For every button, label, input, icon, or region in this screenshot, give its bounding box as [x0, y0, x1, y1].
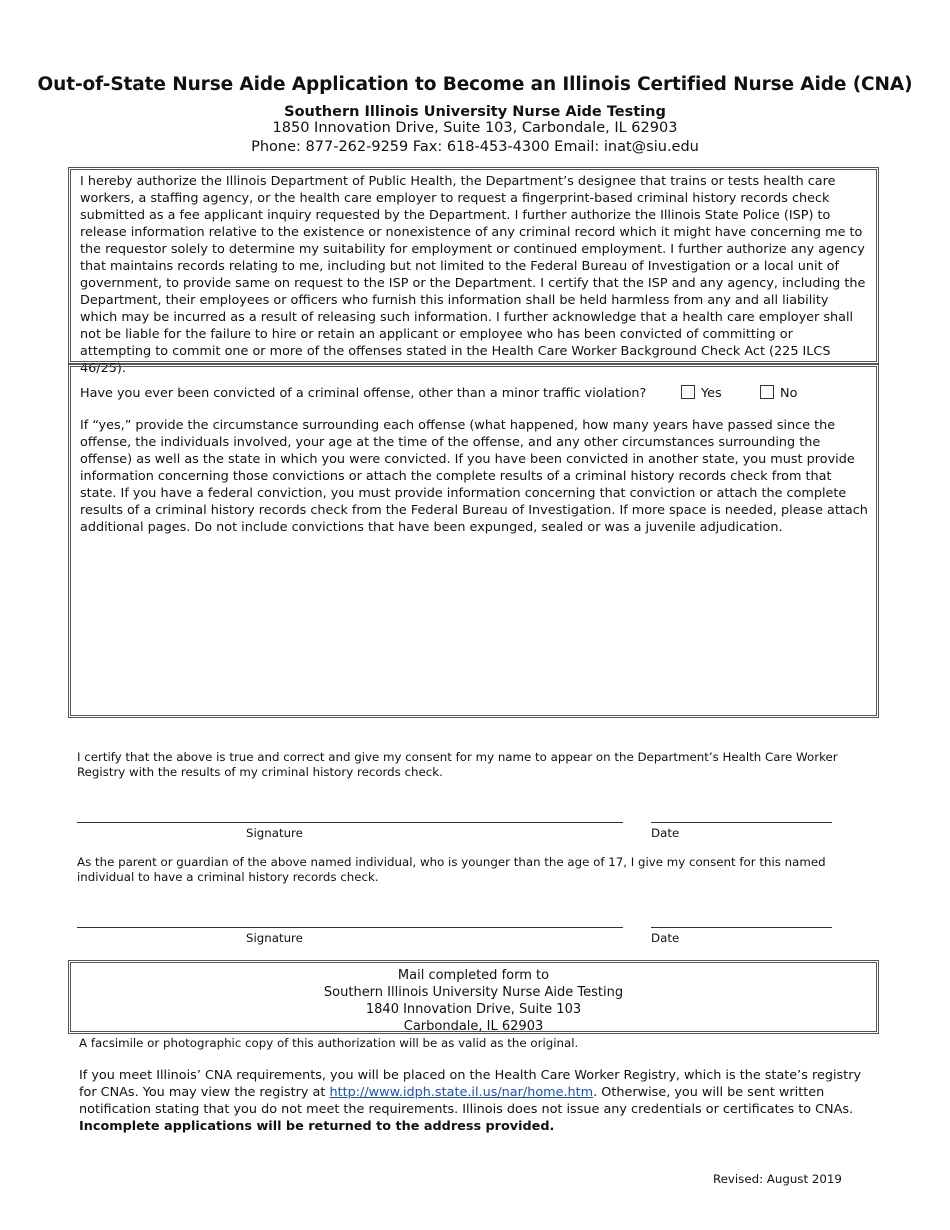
- registry-text-2: . Otherwise, you will be sent written notification stating that you do not meet the requirements. Illinois does not issue any credentials or certificates to CNAs.: [79, 1085, 854, 1117]
- checkbox-square-icon: [760, 385, 774, 399]
- conviction-detail-text: If “yes,” provide the circumstance surrounding each offense (what happened, how many years have passed since the offense, the individuals involved, your age at the time of the offense, and any other circumstances surrounding the offense) as well as the state in which you were convicted. If you have been convicted in another state, you must provide information concerning those convictions or attach the complete results of a criminal history records check from that state. If you have a federal conviction, you must provide information concerning that conviction or attach the complete results of a criminal history records check from the Federal Bureau of Investigation. If more space is needed, please attach additional pages. Do not include convictions that have been expunged, sealed or was a juvenile adjudication.: [80, 418, 868, 535]
- guardian-signature-line[interactable]: [77, 927, 623, 928]
- mail-line-4: Carbondale, IL 62903: [403, 1019, 544, 1034]
- facsimile-note: A facsimile or photographic copy of this authorization will be as valid as the original.: [79, 1036, 579, 1050]
- guardian-text: As the parent or guardian of the above named individual, who is younger than the age of 17, I give my consent for this named individual to have a criminal history records check.: [77, 855, 826, 884]
- no-checkbox[interactable]: [760, 385, 797, 402]
- yes-checkbox[interactable]: [681, 385, 722, 402]
- form-title: Out-of-State Nurse Aide Application to Become an Illinois Certified Nurse Aide (CNA): [37, 74, 913, 95]
- certification-text: I certify that the above is true and correct and give my consent for my name to appear on the Department’s Health Care Worker Registry with the results of my criminal history records check.: [77, 750, 838, 779]
- mail-line-2: Southern Illinois University Nurse Aide Testing: [323, 985, 624, 1000]
- guardian-signature-label: Signature: [246, 931, 303, 945]
- mail-line-3: 1840 Innovation Drive, Suite 103: [365, 1002, 582, 1017]
- guardian-date-label: Date: [651, 931, 680, 945]
- registry-link[interactable]: http://www.idph.state.il.us/nar/home.htm: [329, 1085, 594, 1100]
- authorization-text: I hereby authorize the Illinois Department of Public Health, the Department’s designee that trains or tests health care workers, a staffing agency, or the health care employer to request a fingerprint-based criminal history records check submitted as a fee applicant inquiry requested by the Department. I further authorize the Illinois State Police (ISP) to release information relative to the existence or nonexistence of any criminal record which it might have concerning me to the requestor solely to determine my suitability for employment or continued employment. I further authorize any agency that maintains records relating to me, including but not limited to the Federal Bureau of Investigation or a local unit of government, to provide same on request to the ISP or the Department. I certify that the ISP and any agency, including the Department, their employees or officers who furnish this information shall be held harmless from any and all liability which may be incurred as a result of releasing such information. I further acknowledge that a health care employer shall not be liable for the failure to hire or retain an applicant or employee who has been convicted of committing or attempting to commit one or more of the offenses stated in the Health Care Worker Background Check Act (225 ILCS 46/25).: [80, 174, 866, 376]
- registry-text-1: If you meet Illinois’ CNA requirements, you will be placed on the Health Care Worker Registry, which is the state’s registry for CNAs. You may view the registry at: [79, 1068, 862, 1100]
- guardian-date-line[interactable]: [651, 927, 832, 928]
- mail-box: [68, 960, 879, 1034]
- org-contact: Phone: 877-262-9259 Fax: 618-453-4300 Email: inat@siu.edu: [251, 139, 699, 155]
- authorization-box: [68, 167, 879, 376]
- conviction-question: Have you ever been convicted of a criminal offense, other than a minor traffic violation?: [80, 386, 647, 401]
- applicant-date-line[interactable]: [651, 822, 832, 823]
- no-label: No: [780, 386, 798, 401]
- conviction-box: [68, 364, 879, 718]
- registry-note: [79, 1067, 874, 1135]
- yes-label: Yes: [701, 386, 722, 401]
- incomplete-warning: Incomplete applications will be returned to the address provided.: [79, 1119, 555, 1134]
- org-address: 1850 Innovation Drive, Suite 103, Carbondale, IL 62903: [272, 120, 678, 136]
- revised-date: Revised: August 2019: [713, 1172, 842, 1186]
- applicant-signature-label: Signature: [246, 826, 303, 840]
- applicant-signature-line[interactable]: [77, 822, 623, 823]
- org-name: Southern Illinois University Nurse Aide Testing: [284, 104, 666, 120]
- checkbox-square-icon: [681, 385, 695, 399]
- mail-line-1: Mail completed form to: [397, 968, 550, 983]
- applicant-date-label: Date: [651, 826, 680, 840]
- conviction-response-area[interactable]: [80, 536, 868, 706]
